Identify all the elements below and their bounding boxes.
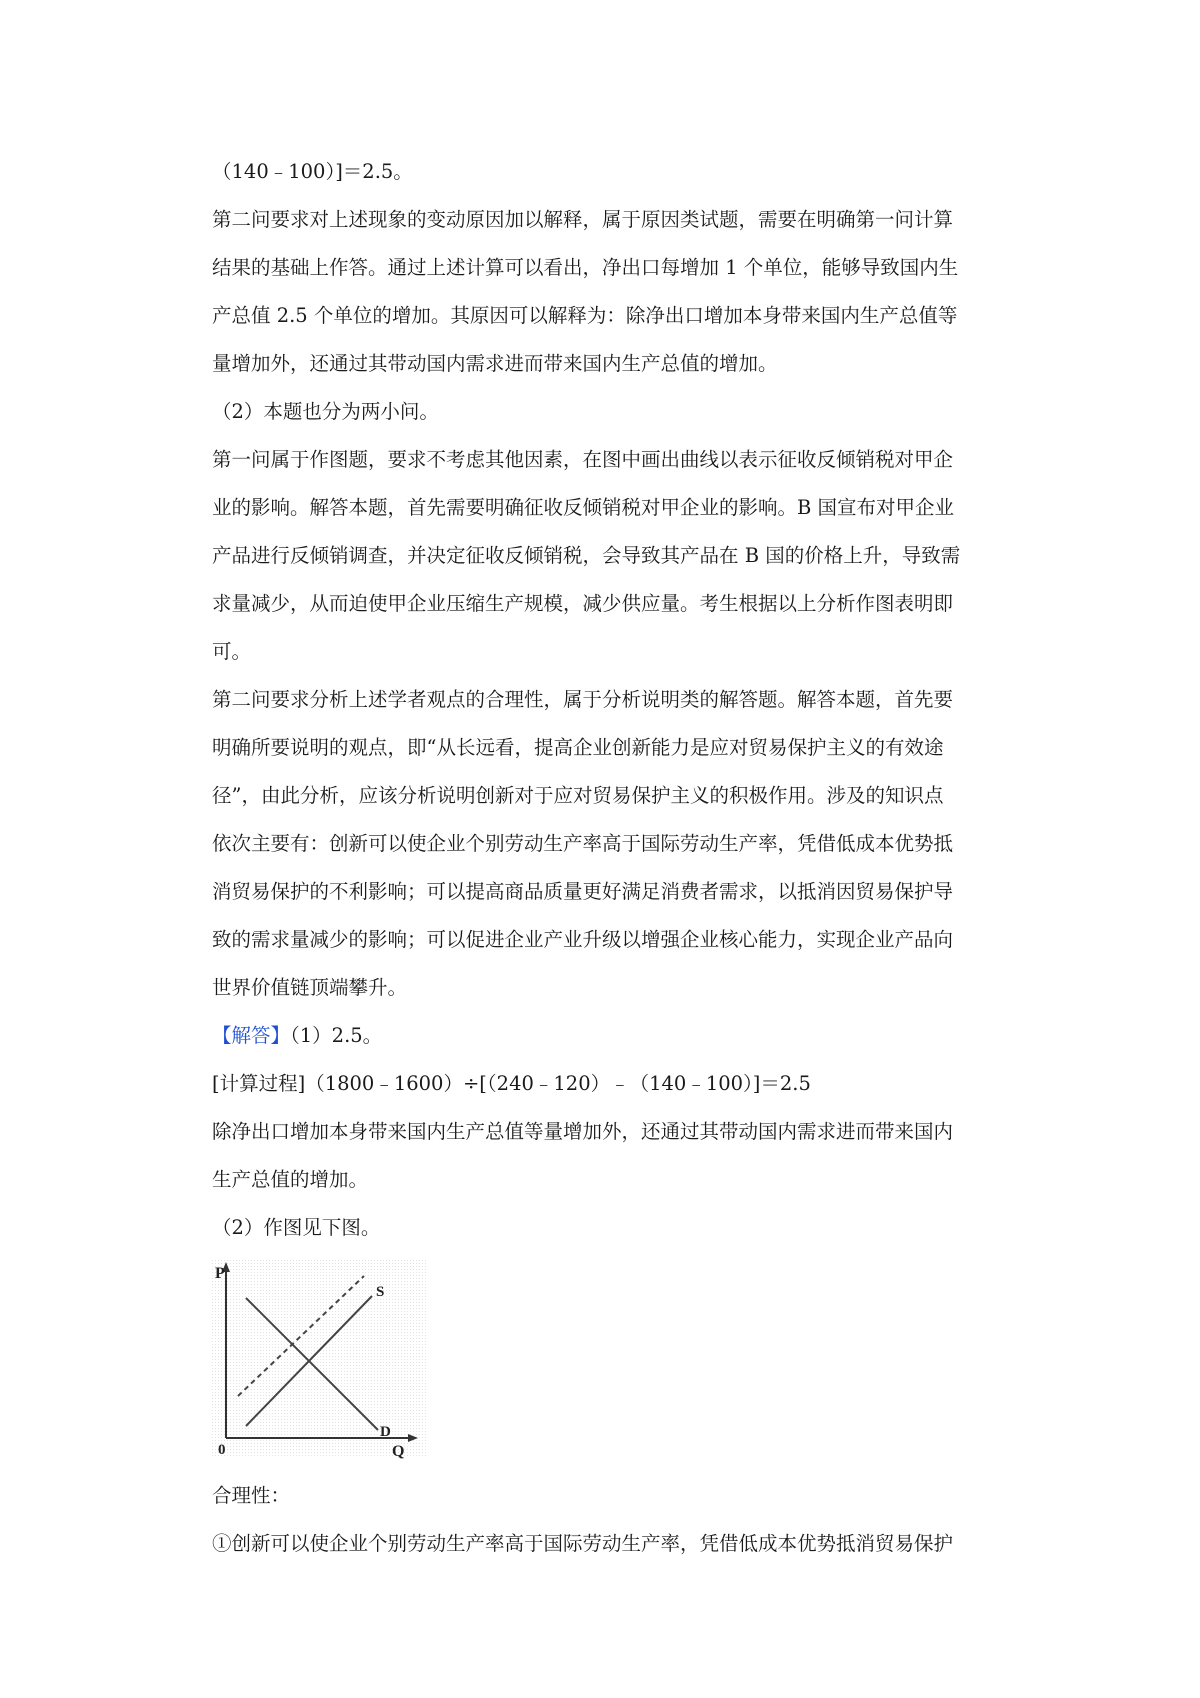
reasoning-text xyxy=(212,1472,1032,1568)
answer-part2: （2）作图见下图。 xyxy=(212,1216,381,1239)
text-line-6: （2）本题也分为两小问。 xyxy=(212,400,439,423)
figure-background xyxy=(212,1260,428,1456)
text-line-11: 可。 xyxy=(212,640,252,663)
text-line-12: 第二问要求分析上述学者观点的合理性，属于分析说明类的解答题。解答本题，首先要 xyxy=(212,688,954,711)
text-line-15: 依次主要有：创新可以使企业个别劳动生产率高于国际劳动生产率，凭借低成本优势抵 xyxy=(212,832,954,855)
text-line-3: 结果的基础上作答。通过上述计算可以看出，净出口每增加 1 个单位，能够导致国内生 xyxy=(212,256,959,279)
text-line-8: 业的影响。解答本题，首先需要明确征收反倾销税对甲企业的影响。B 国宣布对甲企业 xyxy=(212,496,955,519)
origin-label: 0 xyxy=(218,1442,226,1458)
text-line-5: 量增加外，还通过其带动国内需求进而带来国内生产总值的增加。 xyxy=(212,352,778,375)
explanation-line-1: 除净出口增加本身带来国内生产总值等量增加外，还通过其带动国内需求进而带来国内 xyxy=(212,1120,954,1143)
text-line-17: 致的需求量减少的影响；可以促进企业产业升级以增强企业核心能力，实现企业产品向 xyxy=(212,928,954,951)
answer-tag: 【解答】 xyxy=(212,1024,291,1047)
answer-line-1 xyxy=(212,1012,1032,1060)
text-line-16: 消贸易保护的不利影响；可以提高商品质量更好满足消费者需求，以抵消因贸易保护导 xyxy=(212,880,954,903)
supply-label: S xyxy=(376,1284,385,1300)
q-axis-label: Q xyxy=(392,1443,405,1460)
text-line-4: 产总值 2.5 个单位的增加。其原因可以解释为：除净出口增加本身带来国内生产总值等 xyxy=(212,304,958,327)
text-line-18: 世界价值链顶端攀升。 xyxy=(212,976,408,999)
answer-part1: （1）2.5。 xyxy=(290,1024,383,1047)
text-line-9: 产品进行反倾销调查，并决定征收反倾销税，会导致其产品在 B 国的价格上升，导致需 xyxy=(212,544,961,567)
text-line-14: 径”，由此分析，应该分析说明创新对于应对贸易保护主义的积极作用。涉及的知识点 xyxy=(212,784,944,807)
supply-demand-diagram xyxy=(212,1260,428,1460)
document-page xyxy=(212,148,1032,1568)
text-line-7: 第一问属于作图题，要求不考虑其他因素，在图中画出曲线以表示征收反倾销税对甲企 xyxy=(212,448,954,471)
text-line-2: 第二问要求对上述现象的变动原因加以解释，属于原因类试题，需要在明确第一问计算 xyxy=(212,208,954,231)
text-line-13: 明确所要说明的观点，即“从长远看，提高企业创新能力是应对贸易保护主义的有效途 xyxy=(212,736,944,759)
p-axis-label: P xyxy=(215,1265,225,1282)
reasoning-line-1: 合理性： xyxy=(212,1484,291,1507)
calc-line: [计算过程]（1800﹣1600）÷[（240﹣120）﹣（140﹣100）]＝2.5 xyxy=(212,1072,811,1095)
text-line-1: （140﹣100）]＝2.5。 xyxy=(212,160,413,183)
explanation-line-2: 生产总值的增加。 xyxy=(212,1168,369,1191)
analysis-text xyxy=(212,148,1032,1012)
supply-demand-figure xyxy=(212,1260,428,1460)
text-line-10: 求量减少，从而迫使甲企业压缩生产规模，减少供应量。考生根据以上分析作图表明即 xyxy=(212,592,954,615)
demand-label: D xyxy=(380,1424,391,1440)
reasoning-line-2: ①创新可以使企业个别劳动生产率高于国际劳动生产率，凭借低成本优势抵消贸易保护 xyxy=(212,1532,954,1555)
